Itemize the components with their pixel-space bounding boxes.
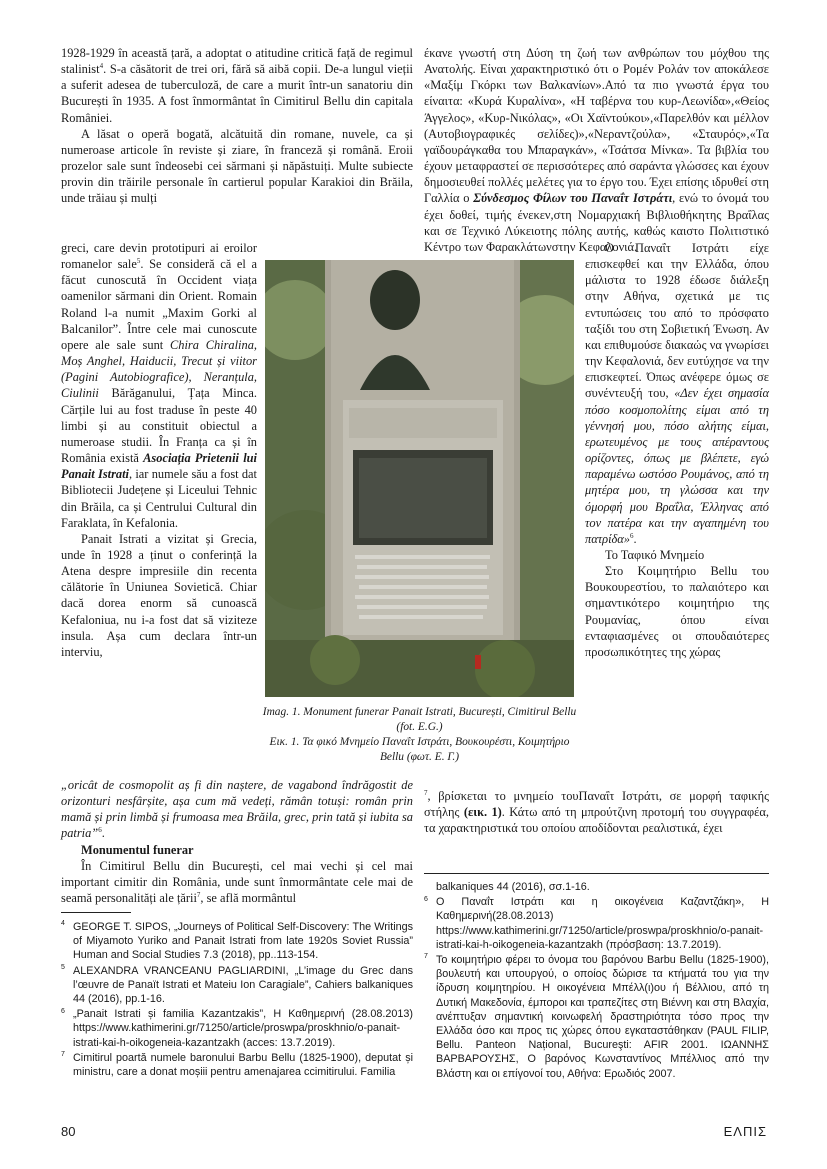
- caption-romanian: Imag. 1. Monument funerar Panait Istrati, București, Cimitirul Bellu (fot. E.G.): [262, 706, 577, 733]
- footnote: 4 GEORGE T. SIPOS, „Journeys of Political Self-Discovery: The Writings of Miyamoto Yuriko and Panait Istrati from late 1920s Soviet Russia” Human and Social Studies 7.3 (2018), pp..113-154.: [61, 920, 413, 962]
- paragraph: În Cimitirul Bellu din București, cel mai vechi și cel mai important cimitir din România, unde sunt înmormântate cele mai de seamă personalități ale țării$^7$, se află mormântul: [61, 858, 413, 906]
- paragraph: greci, care devin prototipuri ai eroilor romanelor sale$^5$. Se consideră că el a făcut cunoscută în Occident viața oamenilor sărmani din Orient. Romain Roland l-a numit „Maxim Gorki al Balcanilor”. Între cele mai cunoscute opere ale sale sunt Chira Chiralina, Moș Anghel, Haiducii, Trecut și viitor (Pagini Autobiografice), Neranțula, Ciulinii Bărăganului, Țața Minca. Cărțile lui au fost traduse în peste 40 limbi și au constituit obiectul a numeroase studii. În Franța ca și în România există Asociația Prietenii lui Panait Istrati, iar numele său a fost dat Bibliotecii Județene și Liceului Tehnic din Brăila, ca și Centrului Cultural din Faraklata, în Kefalonia.: [61, 241, 257, 530]
- footnote: [424, 880, 769, 894]
- footnote-text: „Panait Istrati și familia Kazantzakis”, Η Καθημερινή (28.08.2013) https://www.kathimerini.gr/71250/article/proswpa/proskhnio/o-panait-istrati-kai-h-oikogeneia-kazantzakh (acces: 13.7.2019).: [73, 1008, 413, 1049]
- section-heading: Monumentul funerar: [81, 842, 194, 857]
- footnote-text: balkaniques 44 (2016), σσ.1-16.: [436, 881, 590, 893]
- footnote-text: ALEXANDRA VRANCEANU PAGLIARDINI, „L’image du Grec dans l’œuvre de Panaït Istrati et Mateiu Ion Caragiale”, Cahiers balkaniques 44 (2016), pp.1-16.: [73, 964, 413, 1006]
- footnote: 5 ALEXANDRA VRANCEANU PAGLIARDINI, „L’image du Grec dans l’œuvre de Panaït Istrati et Mateiu Ion Caragiale”, Cahiers balkaniques 44 (2016), pp.1-16.: [61, 964, 413, 1006]
- footnote-text: Ο Παναΐτ Ιστράτι και η οικογένεια Καζαντζάκη», Η Καθημερινή(28.08.2013) https://www.kathimerini.gr/71250/article/proswpa/proskhnio/o-panait-istrati-kai-h-oikogeneia-kazantzakh (πρόσβαση: 13.7.2019).: [436, 896, 769, 951]
- paragraph: A lăsat o operă bogată, alcătuită din romane, nuvele, ca și numeroase articole în reviste și ziare, în franceză și română. Eroii prozelor sale sunt îndeosebi cei sărmani și năpăstuiți. Multe subiecte provin din trăirile personale în cartierul popular Karakioi din Brăila, unde trăiau și mulți: [61, 126, 413, 206]
- journal-name: ΕΛΠΙΣ: [723, 1124, 767, 1139]
- paragraph: έκανε γνωστή στη Δύση τη ζωή των ανθρώπων του μόχθου της Ανατολής. Είναι χαρακτηριστικό ότι ο Ρομέν Ρολάν τον αποκάλεσε «Μαξίμ Γκόρκι των Βαλκανίων».Από τα πιο γνωστά έργα του είναιτα: «Κυρά Κυραλίνα», «Η ταβέρνα του κυρ-Λεωνίδα»,«Θείος Άγγελος», «Κυρ-Νικόλας», «Οι Χαϊντούκοι»,«Παρελθόν και μέλλον (Αυτοβιογραφικές σελίδες)»,«Νεραντζούλα», «Σταυρός»,«Τα γαϊδουράγκαθα του Μπαραγκάν», «Τσάτσα Μίνκα». Τα βιβλία του έχουν μεταφραστεί σε περισσότερες από σαράντα γλώσσες και έχουν δημοσιευθεί πολλές μελέτες για το έργο του. Έχει επίσης ιδρυθεί στη Γαλλία ο Σύνδεσμος Φίλων του Παναΐτ Ιστράτι, ενώ το όνομά του έχει δοθεί, τιμής ένεκεν,στη Νομαρχιακή Βιβλιοθήκητης Βραΐλας και σε Τεχνικό Λύκειοτης πόλης αυτής, καθώς καιστο Πολιτιστικό Κέντρο των Φαρακλάτωνστην Κεφαλονιά.: [424, 46, 769, 254]
- footnote-separator-right: [424, 873, 769, 874]
- paragraph: Panait Istrati a vizitat și Grecia, unde în 1928 a ținut o conferință la Atena despre impresiile din recenta călătorie în Uniunea Sovietică. Chiar dacă dorea enorm să cunoască Kefaloniua, nu i-a fost dat să viziteze insula. Așa cum declara într-un interviu,: [61, 531, 257, 659]
- left-column-wrap: [61, 240, 257, 660]
- monument-photo: [265, 260, 574, 697]
- right-column-top: [424, 45, 769, 255]
- footnote: 7 Το κοιμητήριο φέρει το όνομα του βαρόνου Barbu Bellu (1825-1900), βουλευτή και υπουργού, ο οποίος δώρισε τα κτήματά του για την ίδρυση κοιμητηρίου. Η οικογένεια Μπέλλ(ι)ου ή Βέλλιου, από τη Δυτική Μακεδονία, έμποροι και τραπεζίτες στη Βιέννη και στη Βλαχία, ανέπτυξαν σημαντική κοινωφελή δραστηριότητα τόσο προς την Ελλάδα όσο και προς τις χώρες όπου εγκαταστάθηκαν (PAUL FILIP, Bellu. Panteon Național, Bucureşti: AFIR 2001. ΙΩΑΝΝΗΣ ΒΑΡΒΑΡΟΥΣΗΣ, Ο βαρόνος Κωνσταντίνος Μπέλλιος από την Βλάστη και οι επίγονοί του, Αθήνα: Ερωδιός 2007.: [424, 953, 769, 1080]
- footnote: 6 „Panait Istrati și familia Kazantzakis”, Η Καθημερινή (28.08.2013) https://www.kathimerini.gr/71250/article/proswpa/proskhnio/o-panait-istrati-kai-h-oikogeneia-kazantzakh (acces: 13.7.2019).: [61, 1007, 413, 1049]
- footnote-separator-left: [61, 912, 131, 913]
- left-column-bottom: [61, 777, 413, 906]
- footnote-text: Cimitirul poartă numele baronului Barbu Bellu (1825-1900), deputat și ministru, care a donat moșiii pentru amenajarea ccimitirului. Familia: [73, 1051, 413, 1079]
- left-column-top: [61, 45, 413, 207]
- page-number: 80: [61, 1124, 76, 1139]
- paragraph: $^7$, βρίσκεται το μνημείο τουΠαναΐτ Ιστράτι, σε μορφή ταφικής στήλης (εικ. 1). Κάτω από τη μπρούτζινη προτομή του συγγραφέα, τα χαρακτηριστικά του οποίου αποδίδονται ρεαλιστικά, έχει: [424, 788, 769, 836]
- footnote: 6 Ο Παναΐτ Ιστράτι και η οικογένεια Καζαντζάκη», Η Καθημερινή(28.08.2013) https://www.kathimerini.gr/71250/article/proswpa/proskhnio/o-panait-istrati-kai-h-oikogeneia-kazantzakh (πρόσβαση: 13.7.2019).: [424, 895, 769, 951]
- caption-greek: Εικ. 1. Τα φικό Μνημείο Παναΐτ Ιστράτι, Βουκουρέστι, Κοιμητήριο Bellu (φωτ. Ε. Γ.): [269, 736, 570, 763]
- monument-illustration: [265, 260, 574, 697]
- quote: „oricât de cosmopolit aș fi din naștere, de vagabond îndrăgostit de orizonturi nesfârșite, așa cum mă vedeți, rămân totuși: român prin mamă și prin limbă și frumoasa mea Brăila, grec, prin tată și iubita sa patria”$^6$.: [61, 778, 413, 841]
- footnotes-right: [424, 880, 769, 1082]
- photo-caption: [262, 705, 577, 765]
- footnotes-left: [61, 920, 413, 1080]
- footnote: 7 Cimitirul poartă numele baronului Barbu Bellu (1825-1900), deputat și ministru, care a donat moșiii pentru amenajarea ccimitirului. Familia: [61, 1051, 413, 1079]
- paragraph: Ο Παναΐτ Ιστράτι είχε επισκεφθεί και την Ελλάδα, όπου μάλιστα το 1928 έδωσε διάλεξη στην Αθήνα, σχετικά με τις εντυπώσεις του από το πρόσφατο ταξίδι του στη Σοβιετική Ένωση. Αν και επιθυμούσε διακαώς να γνωρίσει την Κεφαλονιά, δεν ευτύχησε να την επισκεφτεί. Όπως ανέφερε όμως σε συνέντευξή του, «Δεν έχει σημασία πόσο κοσμοπολίτης είμαι από τη γέννησή μου, πόσο αλήτης είμαι, ερωτευμένος με τους απέραντους ορίζοντες, όπως με βλέπετε, εγώ παραμένω ωστόσο Ρουμάνος, από τη μητέρα μου, τη γλώσσα και την όμορφή μου Βραΐλα, Έλληνας από τον πατέρα και την αγαπημένη του πατρίδα»$^6$.: [585, 241, 769, 546]
- footnote-text: Το κοιμητήριο φέρει το όνομα του βαρόνου Barbu Bellu (1825-1900), βουλευτή και υπουργού, ο οποίος δώρισε τα κτήματά του για την ίδρυση κοιμητηρίου. Η οικογένεια Μπέλλ(ι)ου ή Βέλλιου, από τη Δυτική Μακεδονία, έμποροι και τραπεζίτες στη Βιέννη και στη Βλαχία, ανέπτυξαν σημαντική κοινωφελή δραστηριότητα τόσο προς την Ελλάδα όσο και προς τις χώρες όπου εγκαταστάθηκαν (PAUL FILIP, Bellu. Panteon Național, Bucureşti: AFIR 2001. ΙΩΑΝΝΗΣ ΒΑΡΒΑΡΟΥΣΗΣ, Ο βαρόνος Κωνσταντίνος Μπέλλιος από την Βλάστη και οι επίγονοί του, Αθήνα: Ερωδιός 2007.: [436, 954, 769, 1080]
- right-column-wrap: [585, 240, 769, 660]
- section-heading: Το Ταφικό Μνημείο: [605, 547, 705, 562]
- paragraph: 1928-1929 în această țară, a adoptat o atitudine critică față de regimul stalinist$^4$. S-a căsătorit de trei ori, fără să aibă copii. De-a lungul vieții a suferit adesea de tuberculoză, de care a murit într-un sanatoriu din București în 1935. A fost înmormântat în Cimitirul Bellu din capitala României.: [61, 46, 413, 125]
- paragraph: Στο Κοιμητήριο Bellu του Βουκουρεστίου, το παλαιότερο και σημαντικότερο κοιμητήριο της Ρουμανίας, όπου είναι ενταφιασμένες οι σπουδαιότερες προσωπικότητες της χώρας: [585, 564, 769, 659]
- footnote-text: GEORGE T. SIPOS, „Journeys of Political Self-Discovery: The Writings of Miyamoto Yuriko and Panait Istrati from late 1920s Soviet Russia” Human and Social Studies 7.3 (2018), pp..113-154.: [73, 921, 413, 962]
- right-column-bottom: [424, 788, 769, 836]
